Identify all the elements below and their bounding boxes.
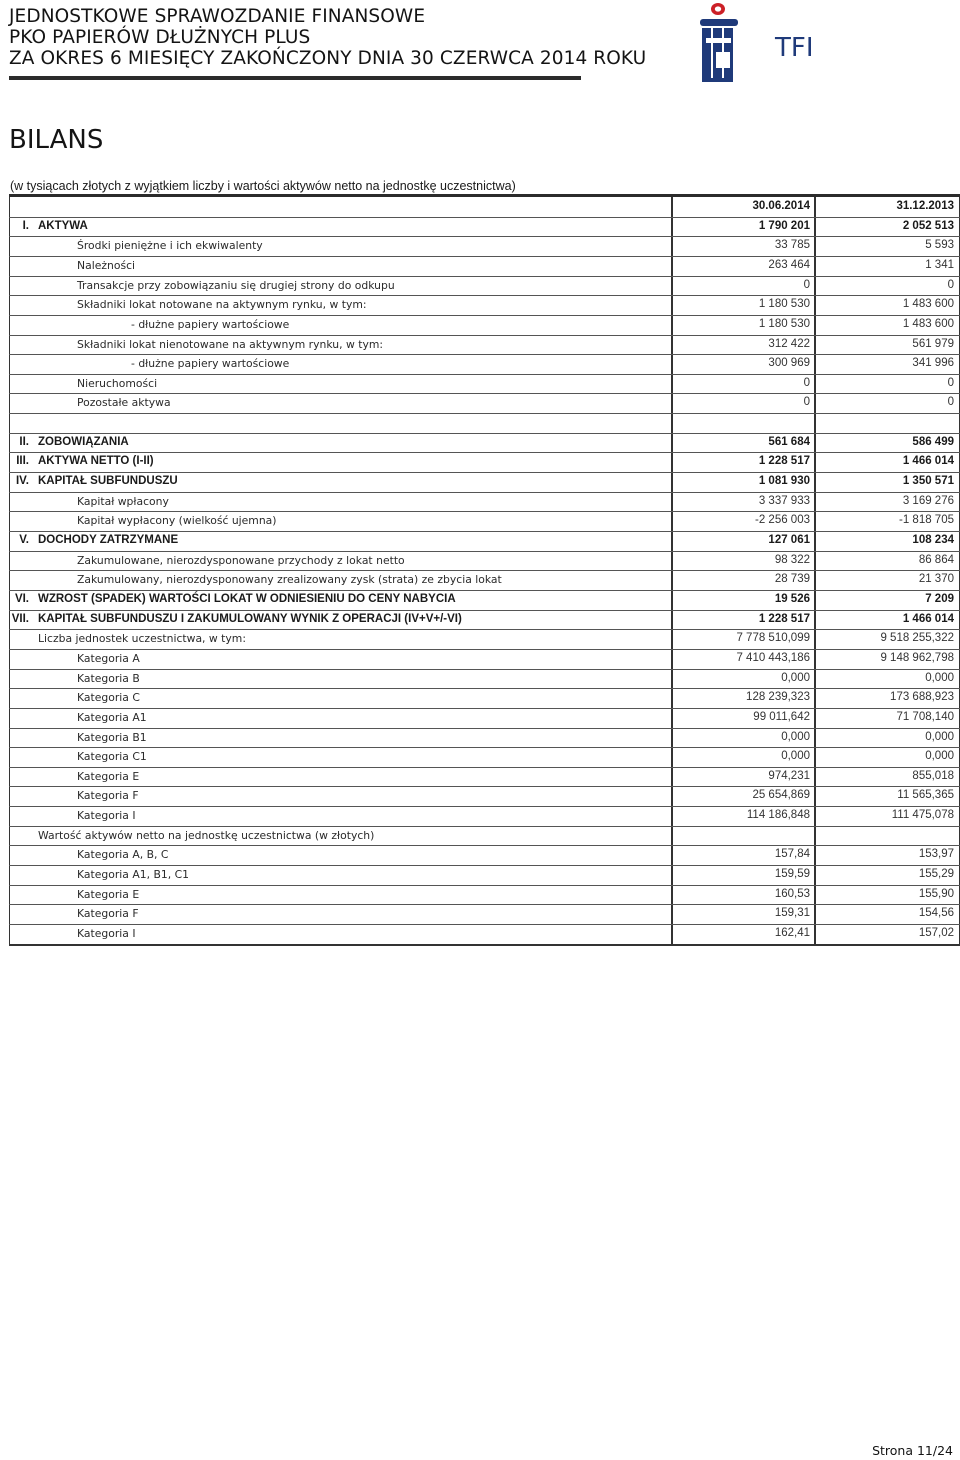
row-label: Kapitał wypłacony (wielkość ujemna) bbox=[77, 514, 277, 528]
table-row bbox=[9, 688, 960, 708]
row-label: DOCHODY ZATRZYMANE bbox=[38, 534, 179, 546]
row-value-2013: 0 bbox=[947, 376, 954, 389]
table-row bbox=[9, 865, 960, 885]
row-value-2014: 0,000 bbox=[781, 730, 810, 743]
table-row bbox=[9, 551, 960, 571]
row-value-2014: 99 011,642 bbox=[753, 710, 810, 723]
row-label: Liczba jednostek uczestnictwa, w tym: bbox=[38, 632, 246, 646]
row-value-2014: 25 654,869 bbox=[752, 789, 810, 802]
row-label: Pozostałe aktywa bbox=[77, 396, 171, 410]
row-value-2013: 1 466 014 bbox=[902, 455, 954, 468]
table-row bbox=[9, 728, 960, 748]
row-label: Nieruchomości bbox=[77, 376, 158, 390]
row-value-2013: 1 483 600 bbox=[902, 298, 954, 311]
table-row bbox=[9, 629, 960, 649]
table-row bbox=[9, 845, 960, 865]
row-value-2013: 1 350 571 bbox=[902, 475, 954, 488]
table-row bbox=[9, 885, 960, 905]
table-row bbox=[9, 590, 960, 610]
row-value-2014: 0,000 bbox=[781, 750, 810, 763]
row-label: KAPITAŁ SUBFUNDUSZU bbox=[38, 475, 178, 488]
row-number: IV. bbox=[15, 475, 29, 488]
row-value-2013: 2 052 513 bbox=[902, 219, 954, 232]
row-label: - dłużne papiery wartościowe bbox=[131, 317, 290, 331]
row-label: Kategoria F bbox=[77, 789, 139, 803]
row-value-2014: 0,000 bbox=[781, 671, 810, 684]
row-value-2013: 153,97 bbox=[918, 848, 954, 861]
row-value-2013: 0 bbox=[947, 396, 954, 409]
row-value-2013: 0,000 bbox=[925, 671, 954, 684]
row-value-2013: 3 169 276 bbox=[902, 494, 954, 507]
table-row bbox=[9, 354, 960, 374]
row-value-2013: 9 148 962,798 bbox=[880, 651, 954, 664]
row-value-2013: 1 466 014 bbox=[902, 612, 954, 625]
row-label: Kategoria I bbox=[77, 927, 136, 940]
page-subtitle: (w tysiącach złotych z wyjątkiem liczby i wartości aktywów netto na jednostkę uczestnictwa) bbox=[10, 179, 516, 193]
row-value-2013: 173 688,923 bbox=[890, 691, 954, 704]
row-value-2014: 157,84 bbox=[774, 848, 810, 861]
table-row bbox=[9, 492, 960, 512]
row-label: AKTYWA NETTO (I-II) bbox=[38, 455, 154, 468]
header-rule bbox=[9, 76, 581, 80]
row-label: Transakcje przy zobowiązaniu się drugiej strony do odkupu bbox=[77, 278, 395, 292]
table-row bbox=[9, 708, 960, 728]
row-value-2014: 1 180 530 bbox=[758, 298, 810, 311]
row-value-2014: 1 790 201 bbox=[758, 219, 810, 232]
row-label: Kategoria C1 bbox=[77, 750, 147, 764]
row-value-2014: 263 464 bbox=[768, 258, 810, 271]
row-value-2014: 159,31 bbox=[774, 907, 810, 920]
row-label: Środki pieniężne i ich ekwiwalenty bbox=[77, 239, 263, 253]
row-value-2014: 19 526 bbox=[774, 592, 810, 605]
row-label: Kategoria A1, B1, C1 bbox=[77, 868, 189, 882]
row-label: Kategoria I bbox=[77, 809, 136, 823]
table-row bbox=[9, 904, 960, 924]
row-value-2013: 561 979 bbox=[912, 337, 954, 350]
table-row bbox=[9, 669, 960, 689]
row-label: Kategoria A bbox=[77, 651, 140, 665]
row-value-2014: 7 410 443,186 bbox=[736, 651, 810, 664]
table-row bbox=[9, 335, 960, 355]
table-row bbox=[9, 393, 960, 413]
row-value-2014: 974,231 bbox=[768, 769, 810, 782]
table-row bbox=[9, 767, 960, 787]
row-value-2014: 0 bbox=[803, 396, 810, 409]
row-value-2014: 0 bbox=[803, 278, 810, 291]
table-row bbox=[9, 433, 960, 453]
row-number: VII. bbox=[11, 612, 29, 625]
row-value-2013: 11 565,365 bbox=[897, 789, 954, 802]
row-value-2014: 1 228 517 bbox=[758, 612, 810, 625]
row-value-2014: 114 186,848 bbox=[746, 809, 810, 822]
header-line-1: JEDNOSTKOWE SPRAWOZDANIE FINANSOWE bbox=[9, 6, 426, 27]
page-number: Strona 11/24 bbox=[872, 1443, 953, 1458]
row-label: WZROST (SPADEK) WARTOŚCI LOKAT W ODNIESIENIU DO CENY NABYCIA bbox=[38, 592, 456, 605]
row-value-2013: 855,018 bbox=[912, 769, 954, 782]
header-line-3: ZA OKRES 6 MIESIĘCY ZAKOŃCZONY DNIA 30 CZERWCA 2014 ROKU bbox=[9, 48, 647, 69]
column-header-2013: 31.12.2013 bbox=[896, 200, 954, 212]
row-value-2014: 300 969 bbox=[768, 357, 810, 370]
row-value-2014: 162,41 bbox=[774, 927, 810, 939]
table-row bbox=[9, 786, 960, 806]
row-label: Kategoria B bbox=[77, 671, 140, 685]
row-value-2014: 1 180 530 bbox=[758, 317, 810, 330]
row-label: Zakumulowany, nierozdysponowany zrealizowany zysk (strata) ze zbycia lokat bbox=[77, 573, 502, 587]
row-value-2013: 9 518 255,322 bbox=[880, 632, 954, 645]
row-value-2013: 157,02 bbox=[918, 927, 954, 939]
row-value-2014: -2 256 003 bbox=[755, 514, 810, 527]
row-label: - dłużne papiery wartościowe bbox=[131, 357, 290, 371]
table-row bbox=[9, 747, 960, 767]
row-value-2013: 154,56 bbox=[918, 907, 954, 920]
row-number: I. bbox=[22, 219, 29, 232]
row-value-2014: 33 785 bbox=[774, 239, 810, 252]
row-label: AKTYWA bbox=[38, 219, 88, 232]
table-row bbox=[9, 256, 960, 276]
row-label: KAPITAŁ SUBFUNDUSZU I ZAKUMULOWANY WYNIK Z OPERACJI (IV+V+/-VI) bbox=[38, 612, 462, 625]
report-header bbox=[9, 6, 646, 69]
row-value-2014: 28 739 bbox=[774, 573, 810, 586]
row-value-2014: 127 061 bbox=[768, 534, 810, 546]
brand-tfi: TFI bbox=[775, 33, 814, 63]
row-value-2013: 5 593 bbox=[925, 239, 954, 252]
table-row bbox=[9, 315, 960, 335]
row-value-2013: 1 483 600 bbox=[902, 317, 954, 330]
table-row bbox=[9, 374, 960, 394]
row-value-2013: 111 475,078 bbox=[891, 809, 954, 822]
table-row bbox=[9, 452, 960, 472]
table-row bbox=[9, 806, 960, 826]
table-row bbox=[9, 924, 960, 944]
table-row bbox=[9, 610, 960, 630]
row-value-2013: 21 370 bbox=[918, 573, 954, 586]
table-row bbox=[9, 649, 960, 669]
table-row bbox=[9, 511, 960, 531]
grid-bottom-border bbox=[9, 944, 960, 946]
table-row bbox=[9, 570, 960, 590]
row-value-2014: 561 684 bbox=[768, 435, 810, 448]
row-label: Kapitał wpłacony bbox=[77, 494, 169, 508]
row-value-2013: 155,29 bbox=[918, 868, 954, 881]
row-value-2013: 86 864 bbox=[918, 553, 954, 566]
row-value-2013: 0,000 bbox=[925, 730, 954, 743]
row-value-2014: 312 422 bbox=[768, 337, 810, 350]
table-row bbox=[9, 826, 960, 846]
row-value-2013: 7 209 bbox=[925, 592, 954, 605]
row-value-2013: 0 bbox=[947, 278, 954, 291]
table-row bbox=[9, 276, 960, 296]
table-row bbox=[9, 531, 960, 551]
row-value-2014: 1 228 517 bbox=[758, 455, 810, 468]
table-row bbox=[9, 236, 960, 256]
row-value-2014: 160,53 bbox=[774, 887, 810, 900]
row-label: Kategoria A, B, C bbox=[77, 848, 169, 862]
table-row bbox=[9, 472, 960, 492]
table-row bbox=[9, 413, 960, 433]
table-header-row bbox=[9, 197, 960, 217]
row-number: III. bbox=[16, 455, 29, 468]
row-value-2014: 159,59 bbox=[774, 868, 810, 881]
row-label: Należności bbox=[77, 258, 136, 272]
row-value-2014: 0 bbox=[803, 376, 810, 389]
row-label: Kategoria F bbox=[77, 907, 139, 921]
row-value-2014: 128 239,323 bbox=[746, 691, 810, 704]
page-title: BILANS bbox=[9, 125, 104, 155]
row-label: Wartość aktywów netto na jednostkę uczestnictwa (w złotych) bbox=[38, 828, 375, 842]
row-label: Kategoria B1 bbox=[77, 730, 147, 744]
row-value-2013: 71 708,140 bbox=[896, 710, 954, 723]
row-label: ZOBOWIĄZANIA bbox=[38, 435, 129, 448]
row-number: II. bbox=[19, 435, 29, 448]
row-value-2013: 0,000 bbox=[925, 750, 954, 763]
table-row bbox=[9, 217, 960, 237]
row-number: V. bbox=[19, 534, 29, 546]
row-value-2013: 586 499 bbox=[912, 435, 954, 448]
header-line-2: PKO PAPIERÓW DŁUŻNYCH PLUS bbox=[9, 27, 311, 48]
row-value-2013: -1 818 705 bbox=[899, 514, 954, 527]
row-value-2014: 1 081 930 bbox=[758, 475, 810, 488]
row-value-2013: 108 234 bbox=[912, 534, 954, 546]
row-label: Kategoria A1 bbox=[77, 710, 147, 724]
row-value-2014: 7 778 510,099 bbox=[736, 632, 810, 645]
row-value-2014: 98 322 bbox=[774, 553, 810, 566]
row-value-2013: 1 341 bbox=[925, 258, 954, 271]
row-label: Kategoria E bbox=[77, 769, 140, 783]
row-label: Kategoria C bbox=[77, 691, 140, 705]
row-label: Kategoria E bbox=[77, 887, 140, 901]
row-value-2013: 155,90 bbox=[918, 887, 954, 900]
table-row bbox=[9, 295, 960, 315]
row-label: Zakumulowane, nierozdysponowane przychody z lokat netto bbox=[77, 553, 405, 567]
row-label: Składniki lokat nienotowane na aktywnym rynku, w tym: bbox=[77, 337, 383, 351]
row-value-2014: 3 337 933 bbox=[758, 494, 810, 507]
row-value-2013: 341 996 bbox=[912, 357, 954, 370]
column-header-2014: 30.06.2014 bbox=[752, 200, 810, 212]
row-number: VI. bbox=[14, 592, 29, 605]
row-label: Składniki lokat notowane na aktywnym rynku, w tym: bbox=[77, 298, 367, 312]
